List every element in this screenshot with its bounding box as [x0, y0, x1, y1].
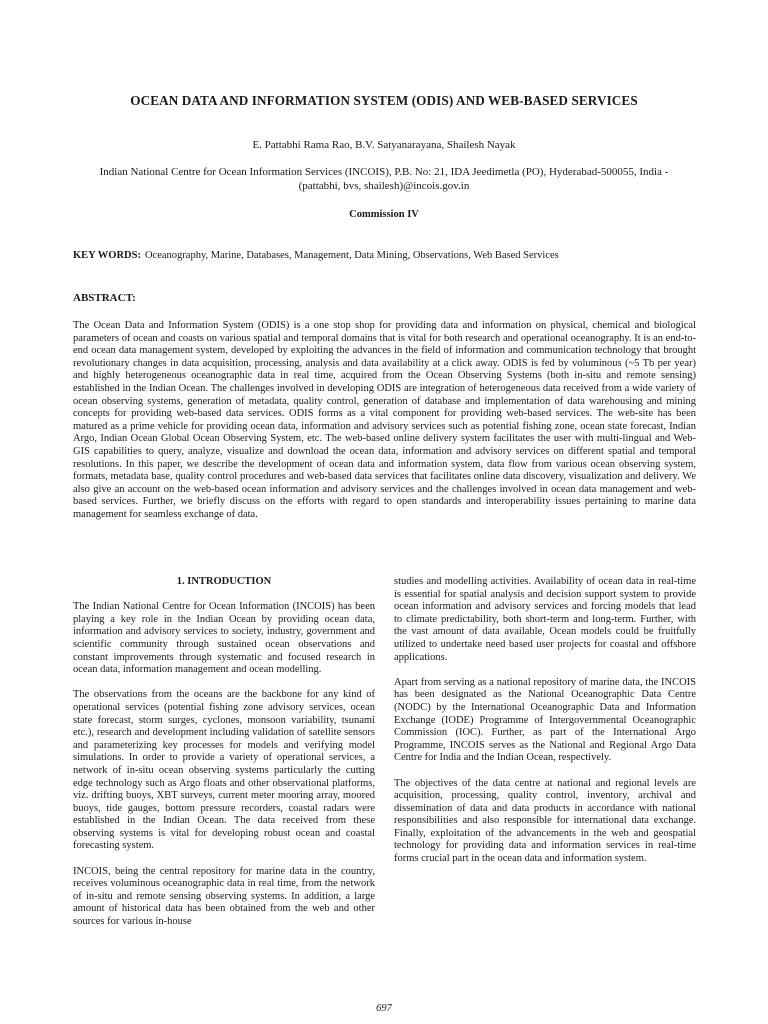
paper-affiliation: Indian National Centre for Ocean Information Services (INCOIS), P.B. No: 21, IDA Jeedimetla (PO), Hyderabad-500055, India - (pattabhi, bvs, shailesh)@incois.gov.in [99, 166, 669, 192]
abstract-text: The Ocean Data and Information System (ODIS) is a one stop shop for providing data and information on physical, chemical and biological parameters of ocean and coasts on various spatial and temporal domains that is vital for both research and operational oceanography. It is an end-to-end ocean data management system, developed by exploiting the advances in the field of information and communication technology that brought revolutionary changes in data acquisition, processing, analysis and data availability at a click away. ODIS is fed by voluminous (~5 Tb per year) and highly heterogeneous oceanographic data in real time, acquired from the Ocean Observing Systems (both in-situ and remote sensing) established in the Indian Ocean. The challenges involved in developing ODIS are integration of heterogeneous data received from a wide variety of ocean observing systems, generation of metadata, quality control, generation of database and implementation of data warehousing and mining concepts for providing web-based data services. ODIS forms as a vital component for providing web-based services. The web-site has been matured as a prime vehicle for providing ocean data, information and advisory services such as potential fishing zone, ocean state forecast, Indian Argo, Indian Ocean Global Ocean Observing System, etc. The web-based online delivery system facilitates the user with multi-lingual and Web-GIS capabilities to query, analyze, visualize and download the ocean data, information and advisory services on different spatial and temporal resolutions. In this paper, we describe the development of ocean data and information system, data flow from various ocean observing system, formats, metadata base, quality control procedures and web-based data services that facilitates online data discovery, visualization and delivery. We also give an account on the web-based ocean information and advisory services and the challenges involved in ocean data management and web-based services. Further, we briefly discuss on the efforts with regard to open standards and interoperability issues pertaining to marine data management for seamless exchange of data. [73, 320, 696, 520]
page-number: 697 [376, 1003, 392, 1014]
left-paragraph: INCOIS, being the central repository for marine data in the country, receives voluminous oceanographic data in real time, from the network of in-situ and remote sensing observing systems. In addition, a large amount of historical data has been obtained from the web and other sources for various in-house [73, 865, 375, 928]
abstract-heading: ABSTRACT: [73, 292, 136, 304]
left-paragraph: The observations from the oceans are the backbone for any kind of operational services (potential fishing zone advisory services, ocean state forecast, storm surges, cyclones, monsoon variability, tsunami etc.), research and development including validation of satellite sensors and parameterizing key processes for models and verifying model simulations. In order to provide a variety of operational services, a network of in-situ ocean observing systems particularly the cutting edge technology such as Argo floats and other observational platforms, viz. drifting buoys, XBT surveys, current meter mooring array, moored buoys, tide gauges, bottom pressure recorders, coastal radars were established in the Indian Ocean. The data received from these observing systems is vital for developing robust ocean and coastal forecasting system. [73, 689, 375, 852]
keywords-label: KEY WORDS: [73, 250, 141, 261]
keywords-text: Oceanography, Marine, Databases, Management, Data Mining, Observations, Web Based Services [144, 250, 559, 261]
paper-title: OCEAN DATA AND INFORMATION SYSTEM (ODIS) AND WEB-BASED SERVICES [130, 93, 638, 108]
left-paragraph: The Indian National Centre for Ocean Information (INCOIS) has been playing a key role in the Indian Ocean by providing ocean data, information and advisory services to society, industry, government and scientific community through sustained ocean observations and constant improvements through systematic and focused research in ocean data, information management and ocean modelling. [73, 601, 375, 676]
keywords-line [73, 250, 713, 261]
paper-commission: Commission IV [349, 209, 419, 220]
right-paragraph: The objectives of the data centre at national and regional levels are acquisition, processing, quality control, inventory, archival and dissemination of data and data products in accordance with national responsibilities and also responsible for international data exchange. Finally, exploitation of the advancements in the web and geospatial technology for providing data and information services in real-time forms crucial part in the ocean data and information system. [394, 777, 696, 865]
right-paragraph: studies and modelling activities. Availability of ocean data in real-time is essential for spatial analysis and decision support system to provide ocean information and advisory services and forcing models that lead to climate predictability, both short-term and long-term. Further, with the vast amount of data available, Ocean models could be fruitfully utilized to undertake need based user projects for coastal and offshore applications. [394, 576, 696, 663]
paper-authors: E. Pattabhi Rama Rao, B.V. Satyanarayana, Shailesh Nayak [252, 139, 516, 151]
left-column [73, 576, 375, 941]
right-paragraph: Apart from serving as a national repository of marine data, the INCOIS has been designated as the National Oceanographic Data Centre (NODC) by the International Oceanographic Data and Information Exchange (IODE) Programme of Intergovernmental Oceanographic Commission (IOC). Further, as part of the International Argo Programme, INCOIS serves as the National and Regional Argo Data Centre for India and the Indian Ocean, respectively. [394, 676, 696, 764]
right-column [394, 576, 696, 878]
section-heading-introduction: 1. INTRODUCTION [176, 576, 272, 587]
